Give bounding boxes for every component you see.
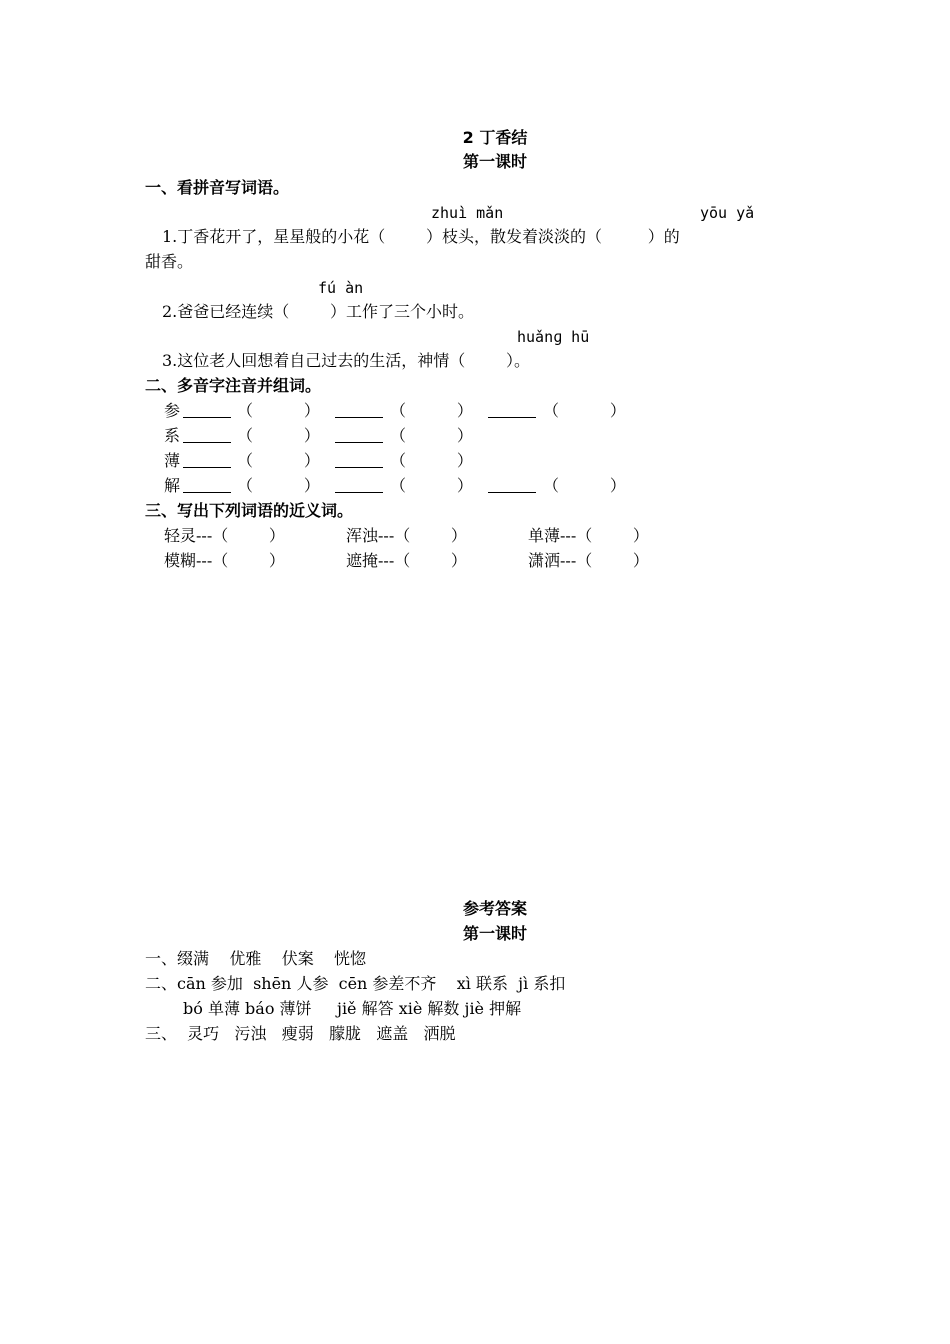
answer-blank[interactable]: [335, 426, 383, 443]
synonym-item: 模糊---（ ）: [164, 551, 285, 570]
answer-paren: （ ）: [543, 476, 626, 495]
polyphone-char: 解: [164, 476, 181, 495]
section-1-heading: 一、看拼音写词语。: [145, 178, 290, 197]
answers-subtitle: 第一课时: [462, 924, 527, 943]
question-2: 2.爸爸已经连续（ ）工作了三个小时。: [162, 302, 474, 321]
answers-title: 参考答案: [462, 899, 527, 918]
question-1-line-2: 甜香。: [145, 252, 194, 271]
answer-blank[interactable]: [335, 401, 383, 418]
answer-blank[interactable]: [183, 476, 231, 493]
synonym-item: 潇洒---（ ）: [528, 551, 649, 570]
answer-paren: （ ）: [237, 476, 320, 495]
page-subtitle: 第一课时: [462, 152, 527, 171]
synonym-item: 轻灵---（ ）: [164, 526, 285, 545]
answer-paren: （ ）: [390, 476, 473, 495]
answer-blank[interactable]: [183, 426, 231, 443]
polyphone-char: 系: [164, 426, 181, 445]
page-title: 2 丁香结: [462, 128, 528, 147]
pinyin-huang-hu: huǎnɡ hū: [517, 328, 590, 346]
answer-blank[interactable]: [335, 476, 383, 493]
answer-line-3: 三、 灵巧 污浊 瘦弱 朦胧 遮盖 洒脱: [145, 1024, 456, 1043]
answer-blank[interactable]: [183, 401, 231, 418]
answer-paren: （ ）: [543, 401, 626, 420]
answer-line-2a: 二、cān 参加 shēn 人参 cēn 参差不齐 xì 联系 jì 系扣: [145, 974, 566, 993]
answer-blank[interactable]: [488, 401, 536, 418]
section-2-heading: 二、多音字注音并组词。: [145, 376, 322, 395]
answer-blank[interactable]: [183, 451, 231, 468]
question-3: 3.这位老人回想着自己过去的生活，神情（ ）。: [162, 351, 530, 370]
synonym-item: 遮掩---（ ）: [346, 551, 467, 570]
answer-paren: （ ）: [390, 401, 473, 420]
section-3-heading: 三、写出下列词语的近义词。: [145, 501, 354, 520]
answer-paren: （ ）: [237, 426, 320, 445]
answer-paren: （ ）: [237, 451, 320, 470]
pinyin-zhui-man: zhuì mǎn: [431, 204, 504, 222]
answer-paren: （ ）: [390, 426, 473, 445]
synonym-item: 浑浊---（ ）: [346, 526, 467, 545]
answer-line-2b: bó 单薄 báo 薄饼 jiě 解答 xiè 解数 jiè 押解: [183, 999, 522, 1018]
answer-paren: （ ）: [237, 401, 320, 420]
question-1-line-1: 1.丁香花开了，星星般的小花（ ）枝头，散发着淡淡的（ ）的: [162, 227, 680, 246]
polyphone-char: 参: [164, 401, 181, 420]
pinyin-fu-an: fú àn: [318, 279, 364, 297]
polyphone-char: 薄: [164, 451, 181, 470]
pinyin-you-ya: yōu yǎ: [700, 204, 755, 222]
answer-blank[interactable]: [335, 451, 383, 468]
answer-blank[interactable]: [488, 476, 536, 493]
synonym-item: 单薄---（ ）: [528, 526, 649, 545]
answer-paren: （ ）: [390, 451, 473, 470]
answer-line-1: 一、缀满 优雅 伏案 恍惚: [145, 949, 367, 968]
